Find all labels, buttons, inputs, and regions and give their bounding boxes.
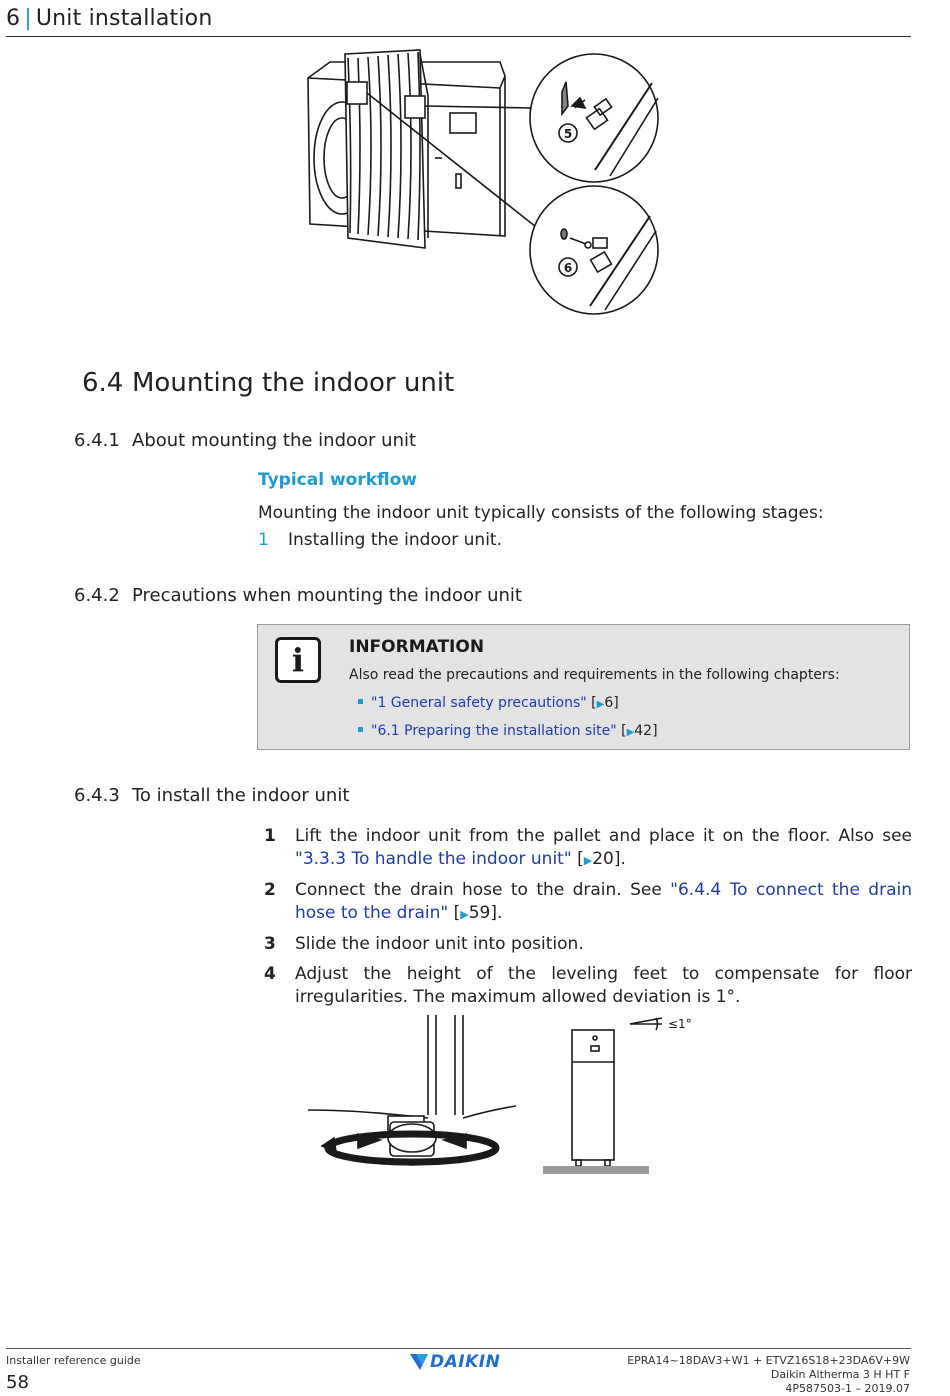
step-number: 3 [264, 934, 276, 954]
reference-item: "1 General safety precautions" [▶6] [358, 695, 619, 711]
callout-6-label: 6 [563, 261, 573, 275]
information-icon: i [275, 637, 321, 683]
floor-surface [543, 1166, 649, 1174]
outdoor-unit-figure [300, 48, 670, 328]
daikin-logo-text: DAIKIN [430, 1352, 501, 1372]
reference-link[interactable]: "6.1 Preparing the installation site" [371, 723, 617, 739]
footer-rule [6, 1348, 911, 1349]
step-number: 1 [264, 826, 276, 846]
footer-doc-type: Installer reference guide [6, 1354, 141, 1367]
reference-link[interactable]: "1 General safety precautions" [371, 695, 587, 711]
page-arrow-icon: ▶ [626, 727, 635, 738]
angle-label: ≤1° [668, 1017, 692, 1031]
list-item-number: 1 [258, 530, 269, 550]
information-text: Also read the precautions and requirements in the following chapters: [349, 667, 840, 683]
section-6-4-1-heading [74, 430, 416, 451]
section-number: 6.4 [82, 368, 124, 398]
page-arrow-icon: ▶ [583, 854, 593, 867]
section-title: Mounting the indoor unit [132, 368, 455, 398]
callout-5-label: 5 [563, 127, 573, 141]
header-separator: | [24, 6, 32, 31]
footer-product-info [627, 1354, 910, 1396]
section-number: 6.4.1 [74, 430, 120, 451]
header-rule [6, 36, 911, 37]
section-title: Precautions when mounting the indoor unit [132, 585, 522, 606]
footer-doc-number: 4P587503-1 – 2019.07 [785, 1382, 910, 1395]
page-number: 58 [6, 1372, 29, 1393]
footer-model: EPRA14~18DAV3+W1 + ETVZ16S18+23DA6V+9W [627, 1354, 910, 1367]
information-box [257, 624, 910, 750]
list-item-text: Installing the indoor unit. [288, 530, 502, 550]
section-6-4-3-heading [74, 785, 349, 806]
leveling-feet-figure [300, 1010, 700, 1180]
chapter-number: 6 [6, 6, 21, 31]
typical-workflow-heading: Typical workflow [258, 470, 418, 490]
page-arrow-icon: ▶ [460, 908, 469, 921]
section-number: 6.4.3 [74, 785, 120, 806]
reference-link[interactable]: "6.4.4 To connect the drain hose to the drain" [295, 880, 912, 923]
section-6-4-heading [82, 368, 454, 398]
footer-product: Daikin Altherma 3 H HT F [770, 1368, 910, 1381]
daikin-logo-icon [408, 1353, 430, 1371]
section-6-4-2-heading [74, 585, 522, 606]
step-item: 3 Slide the indoor unit into position. [264, 934, 584, 954]
step-item: 1 Lift the indoor unit from the pallet and place it on the floor. Also see "3.3.3 To handle the indoor unit" [▶20]. [264, 826, 912, 869]
workflow-intro: Mounting the indoor unit typically consists of the following stages: [258, 503, 824, 523]
page-header [6, 6, 212, 31]
section-title: To install the indoor unit [132, 785, 350, 806]
step-number: 4 [264, 964, 276, 984]
step-item: 2 Connect the drain hose to the drain. See "6.4.4 To connect the drain hose to the drain" [▶59]. [264, 880, 912, 923]
section-number: 6.4.2 [74, 585, 120, 606]
step-number: 2 [264, 880, 276, 900]
reference-item: "6.1 Preparing the installation site" [▶42] [358, 723, 658, 739]
step-item: 4 Adjust the height of the leveling feet to compensate for floor irregularities. The maximum allowed deviation is 1°. [264, 964, 912, 1007]
reference-link[interactable]: "3.3.3 To handle the indoor unit" [295, 849, 572, 869]
section-title: About mounting the indoor unit [132, 430, 417, 451]
information-title: INFORMATION [349, 637, 485, 657]
bullet-icon [358, 699, 363, 704]
list-item [258, 530, 502, 550]
chapter-title: Unit installation [35, 6, 213, 31]
page-arrow-icon: ▶ [596, 699, 605, 710]
bullet-icon [358, 727, 363, 732]
